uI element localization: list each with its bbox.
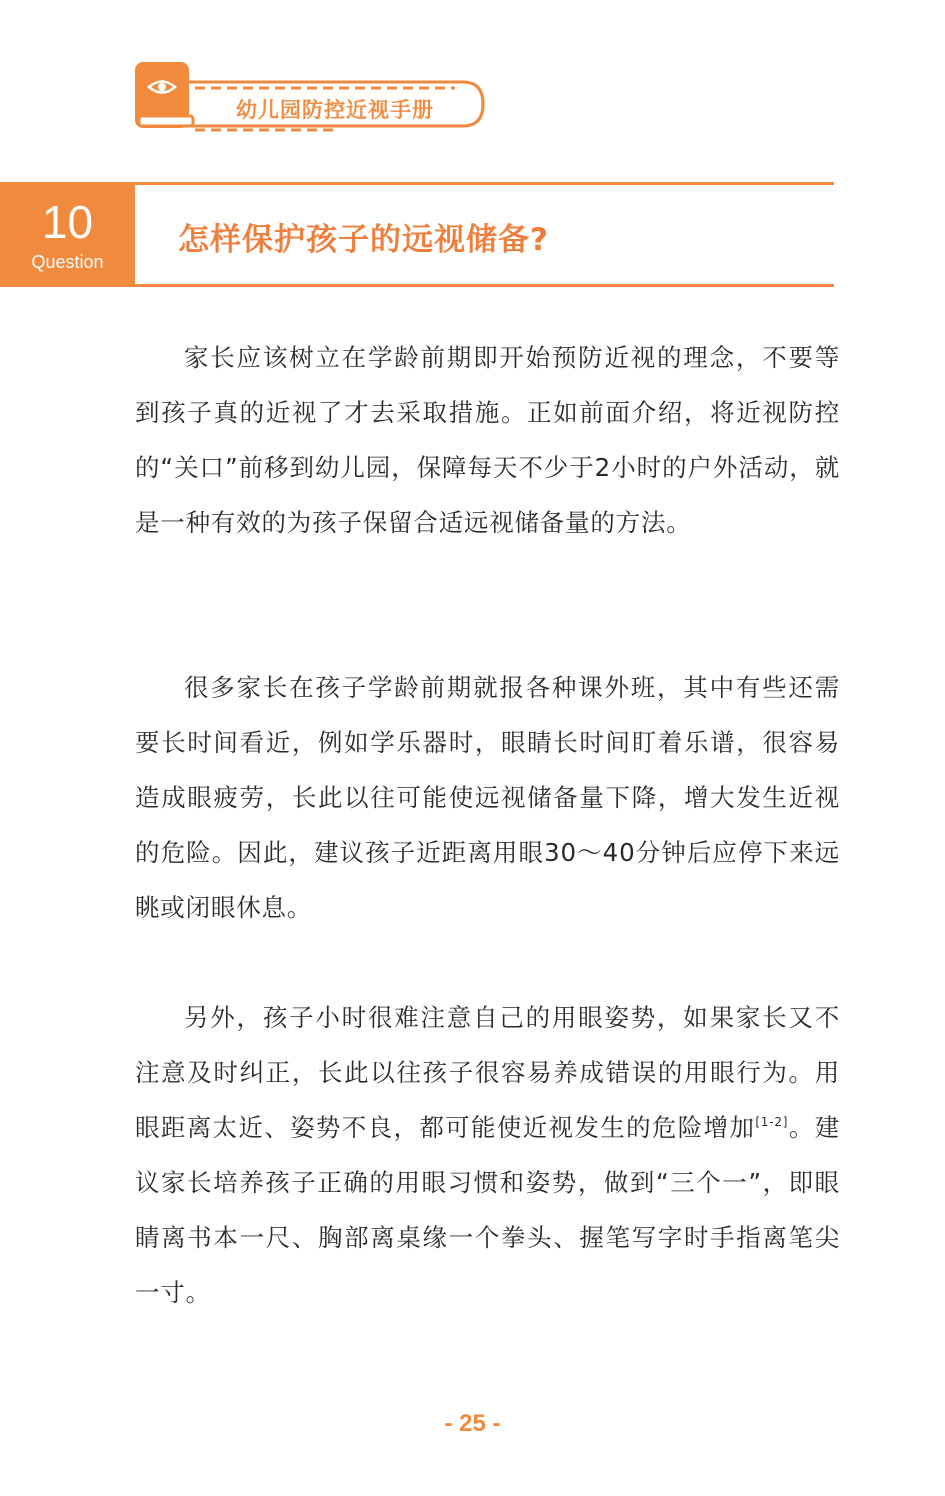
question-label: Question	[31, 252, 104, 272]
header-title: 幼儿园防控近视手册	[236, 98, 434, 122]
citation-marker: [1-2]	[755, 1115, 789, 1129]
paragraph-2: 很多家长在孩子学龄前期就报各种课外班，其中有些还需要长时间看近，例如学乐器时，眼睛长时间盯着乐谱，很容易造成眼疲劳，长此以往可能使远视储备量下降，增大发生近视的危险。因此，建议孩子近距离用眼30～40分钟后应停下来远眺或闭眼休息。	[135, 673, 840, 922]
question-title: 怎样保护孩子的远视储备?	[178, 222, 549, 258]
question-top-rule	[134, 182, 834, 185]
page-number: - 25 -	[444, 1410, 501, 1437]
paragraph-3	[135, 990, 840, 1320]
question-bottom-rule	[134, 284, 834, 287]
paragraph-3-text-before: 另外，孩子小时很难注意自己的用眼姿势，如果家长又不注意及时纠正，长此以往孩子很容易养成错误的用眼行为。用眼距离太近、姿势不良，都可能使近视发生的危险增加	[135, 1003, 840, 1142]
question-number: 10	[41, 196, 94, 248]
paragraph-1: 家长应该树立在学龄前期即开始预防近视的理念，不要等到孩子真的近视了才去采取措施。正如前面介绍，将近视防控的“关口”前移到幼儿园，保障每天不少于2小时的户外活动，就是一种有效的为孩子保留合适远视储备量的方法。	[135, 343, 840, 537]
paragraph-3-text-after: 。建议家长培养孩子正确的用眼习惯和姿势，做到“三个一”，即眼睛离书本一尺、胸部离桌缘一个拳头、握笔写字时手指离笔尖一寸。	[135, 1113, 840, 1307]
question-number-box	[0, 182, 135, 287]
